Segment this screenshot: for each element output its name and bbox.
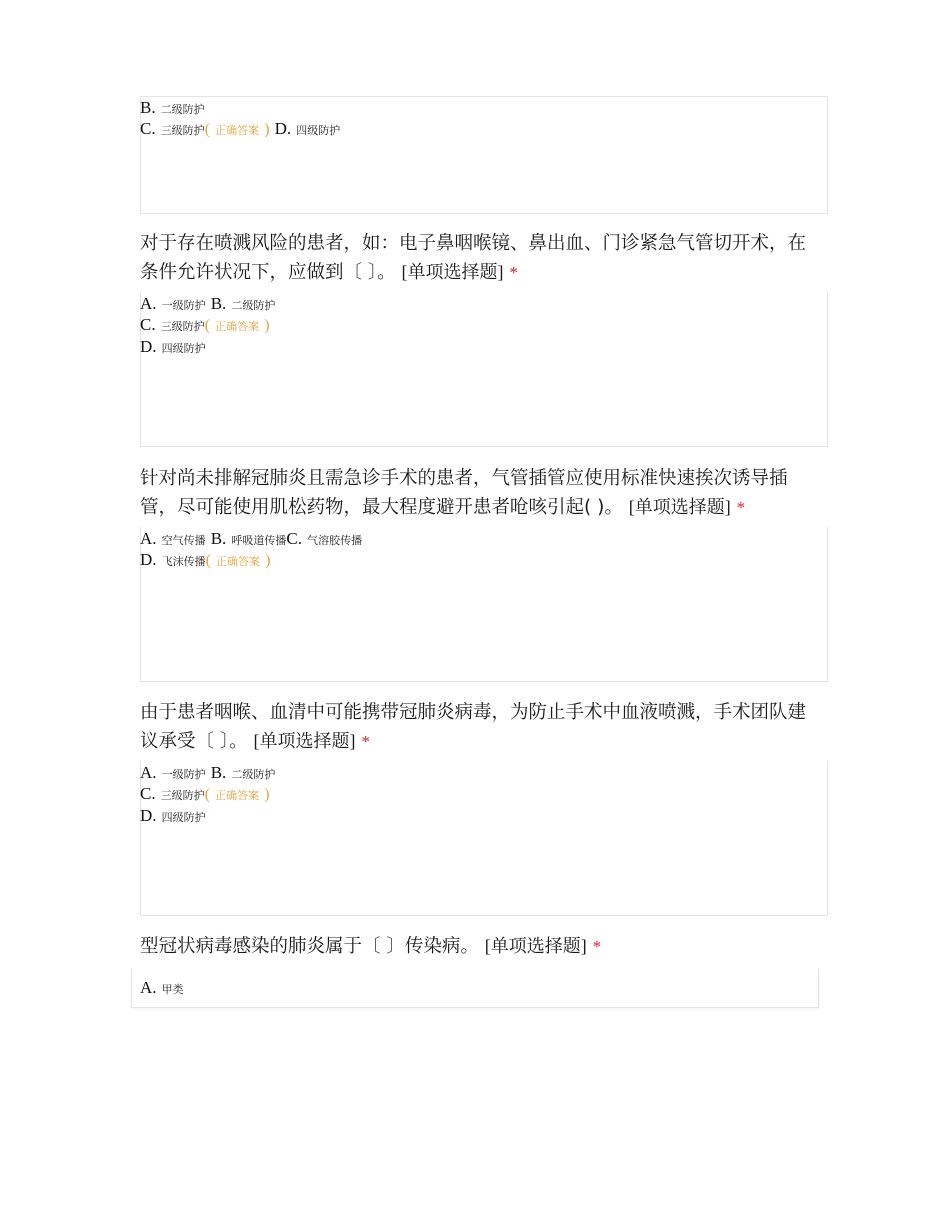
q0-option-b[interactable]: B. 二级防护	[140, 98, 205, 117]
q3-option-d[interactable]: D. 四级防护	[140, 806, 206, 825]
q4-option-a[interactable]: A. 甲类	[140, 978, 184, 997]
q1-option-a-b[interactable]: A. 一级防护 B. 二级防护	[140, 294, 276, 313]
correct-answer-badge: ( 正确答案 )	[205, 552, 271, 569]
q1-option-d[interactable]: D. 四级防护	[140, 337, 206, 356]
q1-title: 对于存在喷溅风险的患者，如：电子鼻咽喉镜、鼻出血、门诊紧急气管切开术，在 条件允许状况下，应做到〔 〕。 [单项选择题] *	[140, 233, 807, 283]
question-type-label: [单项选择题]	[253, 731, 356, 751]
question-type-label: [单项选择题]	[484, 936, 587, 956]
q2-option-a-b-c[interactable]: A. 空气传播 B. 呼吸道传播C. 气溶胶传播	[140, 529, 363, 548]
q3-title: 由于患者咽喉、血清中可能携带冠肺炎病毒，为防止手术中血液喷溅，手术团队建 议承受〔 〕。 [单项选择题] *	[140, 702, 807, 752]
required-mark: *	[361, 732, 370, 751]
required-mark: *	[509, 263, 518, 282]
correct-answer-badge: ( 正确答案 )	[204, 317, 270, 334]
correct-answer-badge: ( 正确答案 )	[204, 121, 270, 138]
q1-option-c[interactable]: C. 三级防护( 正确答案 )	[140, 315, 270, 334]
q4-options-box	[131, 968, 819, 1008]
q2-option-d[interactable]: D. 飞沫传播( 正确答案 )	[140, 550, 271, 569]
q4-title: 型冠状病毒感染的肺炎属于〔 〕传染病。 [单项选择题] *	[140, 936, 602, 957]
question-type-label: [单项选择题]	[628, 497, 731, 517]
q0-option-c-d[interactable]: C. 三级防护( 正确答案 ) D. 四级防护	[140, 119, 341, 138]
correct-answer-badge: ( 正确答案 )	[204, 786, 270, 803]
required-mark: *	[592, 937, 602, 956]
q2-title: 针对尚未排解冠肺炎且需急诊手术的患者，气管插管应使用标准快速挨次诱导插 管，尽可能使用肌松药物，最大程度避开患者呛咳引起( )。 [单项选择题] *	[140, 468, 788, 518]
q3-option-a-b[interactable]: A. 一级防护 B. 二级防护	[140, 763, 276, 782]
required-mark: *	[736, 498, 746, 517]
q0-options-box	[140, 96, 828, 214]
question-type-label: [单项选择题]	[401, 262, 504, 282]
q3-option-c[interactable]: C. 三级防护( 正确答案 )	[140, 784, 270, 803]
